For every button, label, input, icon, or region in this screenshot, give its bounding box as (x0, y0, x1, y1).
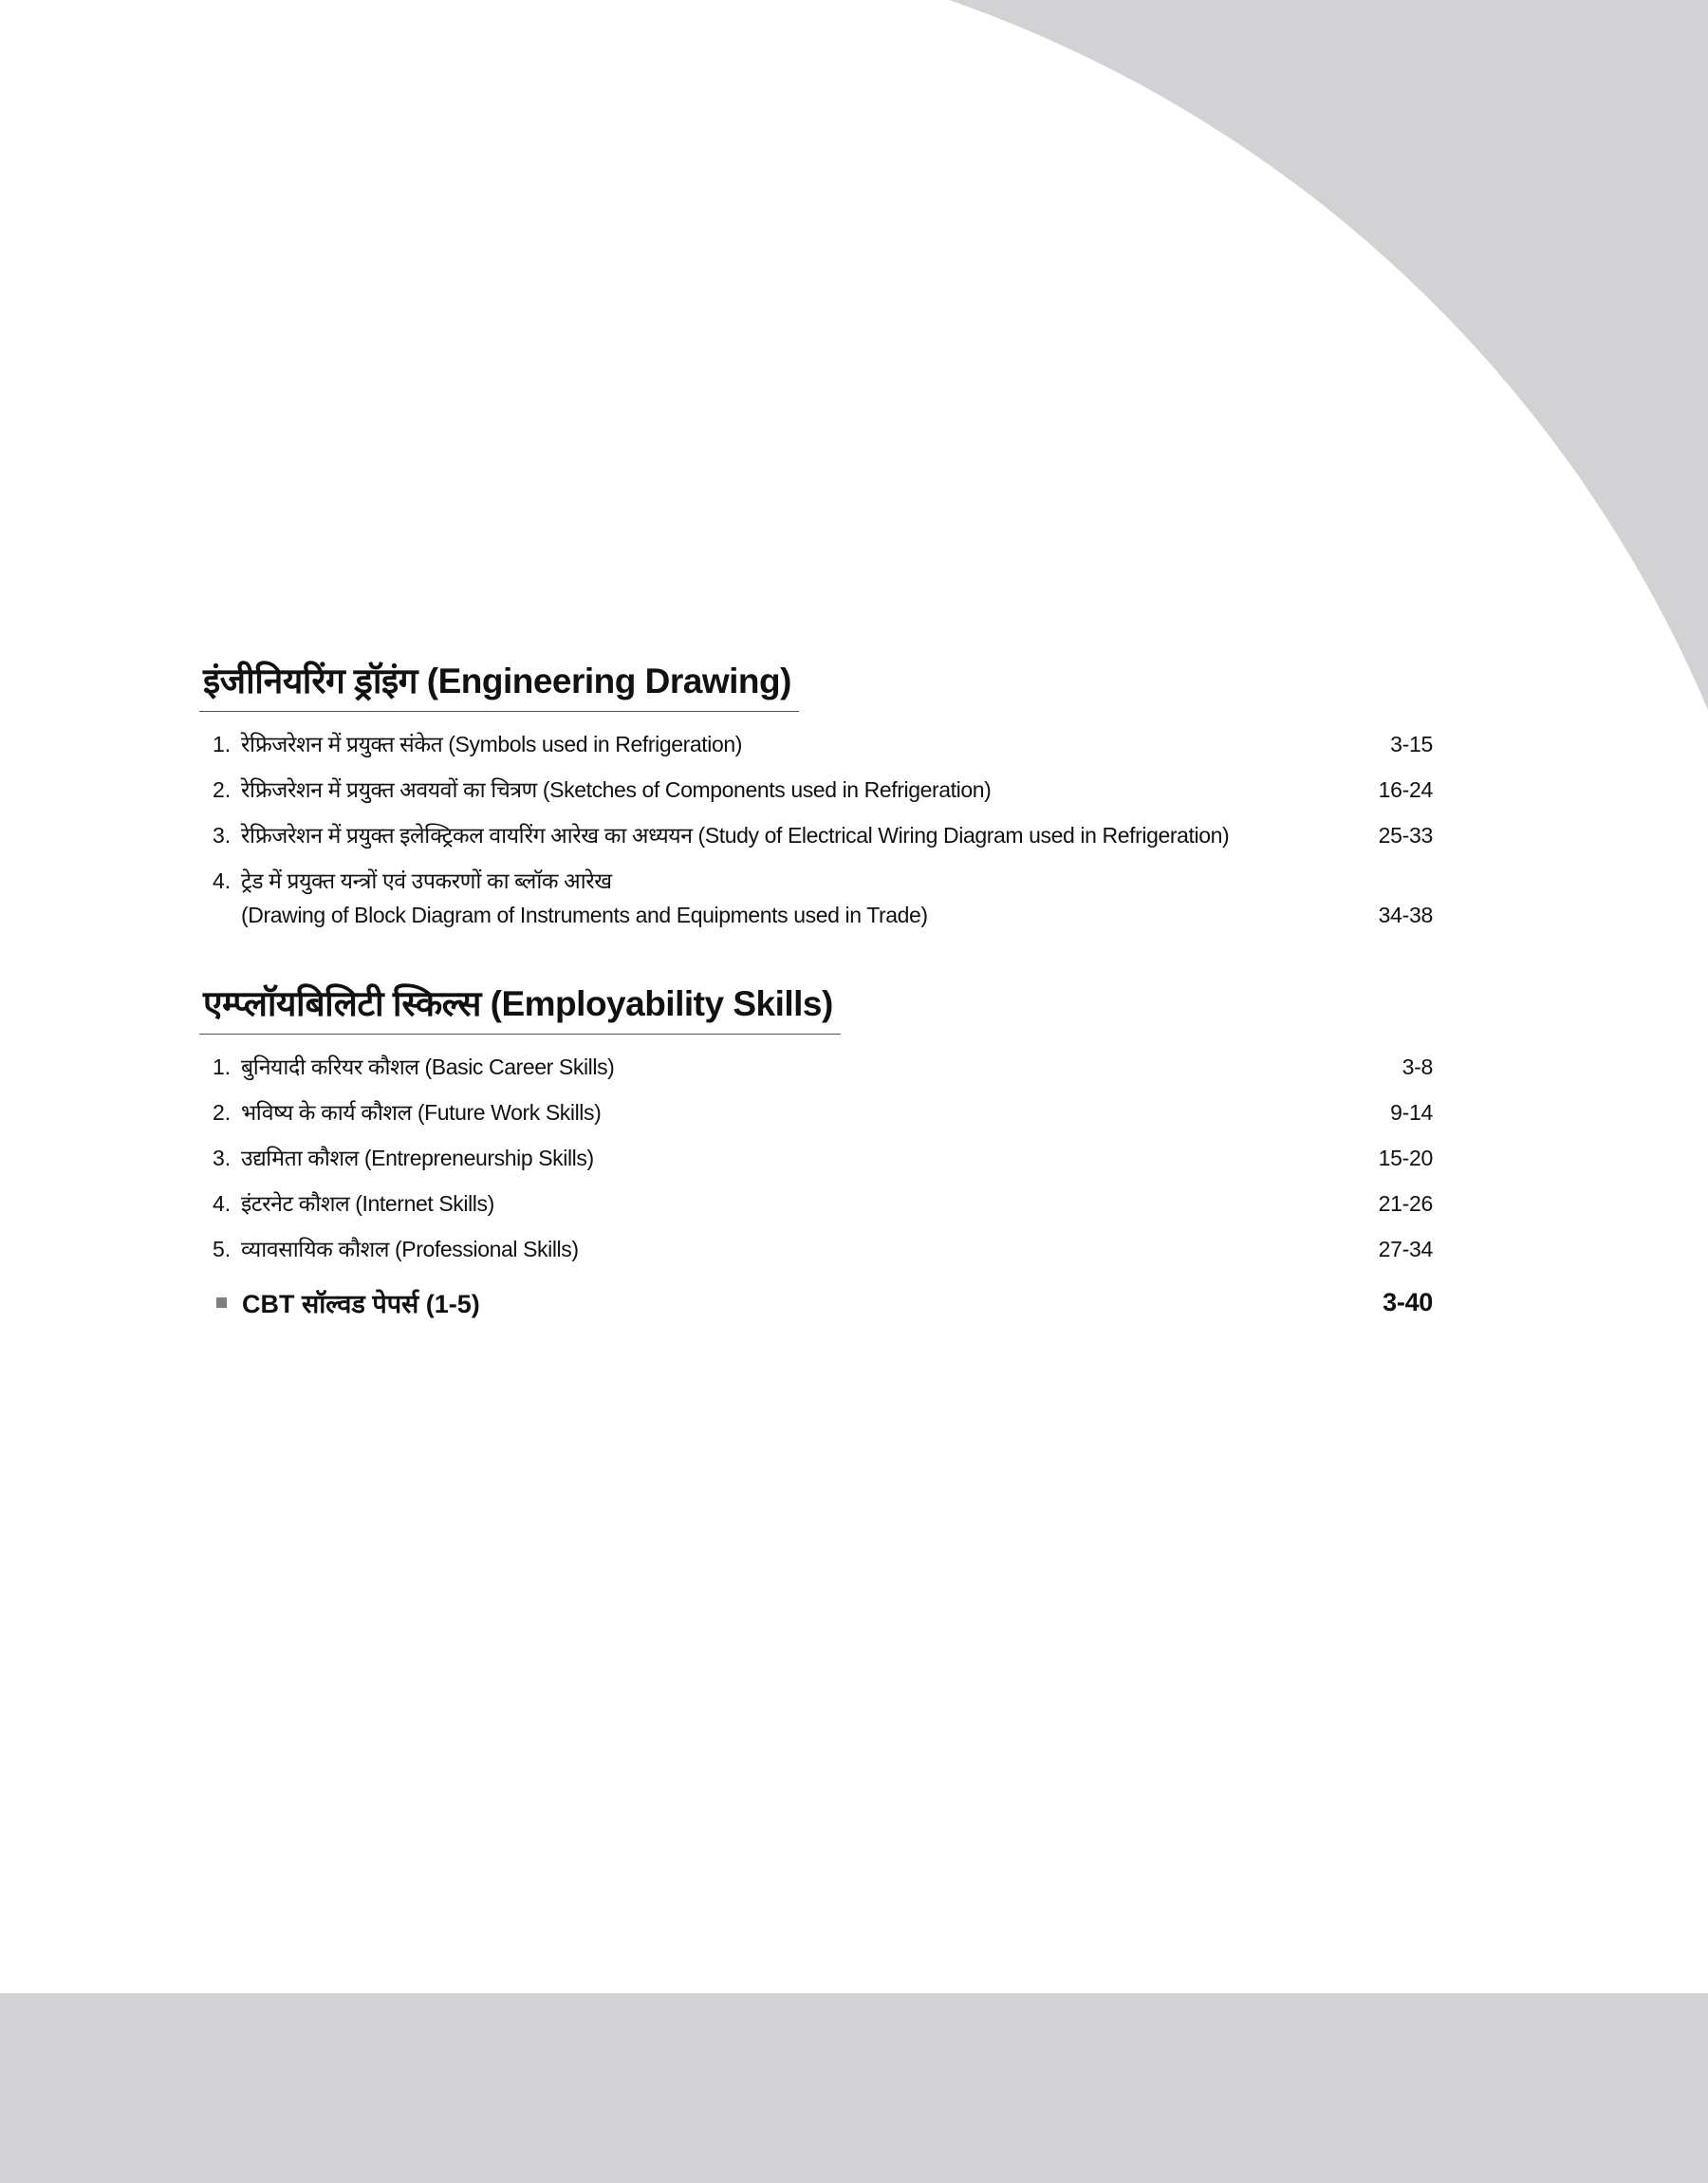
entry-number: 2. (213, 1100, 232, 1125)
chapter-list (199, 721, 1433, 938)
entry-pages: 3-15 (1390, 732, 1433, 756)
entry-pages: 9-14 (1390, 1100, 1433, 1125)
toc-entry[interactable] (199, 858, 1433, 938)
toc-entry[interactable] (199, 1044, 1433, 1090)
entry-number: 1. (213, 1054, 232, 1079)
entry-pages: 34-38 (1378, 903, 1433, 927)
square-bullet-icon (216, 1297, 227, 1308)
entry-title: रेफ्रिजरेशन में प्रयुक्त अवयवों का चित्रण (Sketches of Components used in Refrigeration) (241, 777, 992, 802)
section-title: इंजीनियरिंग ड्रॉइंग (Engineering Drawing) (199, 655, 799, 712)
toc-entry[interactable] (199, 1135, 1433, 1181)
entry-pages: 3-40 (1383, 1288, 1433, 1316)
entry-title-line-2: (Drawing of Block Diagram of Instruments and Equipments used in Trade) (241, 903, 928, 927)
footer-band (0, 1993, 1708, 2183)
entry-number: 5. (213, 1237, 232, 1261)
entry-pages: 16-24 (1378, 777, 1433, 802)
entry-title: व्यावसायिक कौशल (Professional Skills) (241, 1237, 579, 1261)
entry-pages: 15-20 (1378, 1146, 1433, 1170)
entry-title: रेफ्रिजरेशन में प्रयुक्त संकेत (Symbols used in Refrigeration) (241, 732, 743, 756)
section-engineering-drawing (199, 655, 1433, 938)
section-title: एम्प्लॉयबिलिटी स्किल्स (Employability Skills) (199, 978, 841, 1035)
entry-pages: 21-26 (1378, 1191, 1433, 1216)
toc-entry[interactable] (199, 812, 1433, 858)
toc-entry[interactable] (199, 1090, 1433, 1135)
entry-pages: 25-33 (1378, 823, 1433, 848)
entry-title: उद्यमिता कौशल (Entrepreneurship Skills) (241, 1146, 594, 1170)
entry-pages: 3-8 (1402, 1054, 1433, 1079)
entry-number: 1. (213, 732, 232, 756)
toc-entry[interactable] (199, 721, 1433, 767)
cbt-solved-papers-entry[interactable] (199, 1285, 1433, 1320)
toc-entry[interactable] (199, 1181, 1433, 1226)
entry-number: 4. (213, 868, 232, 893)
entry-pages: 27-34 (1378, 1237, 1433, 1261)
entry-title-line-1: ट्रेड में प्रयुक्त यन्त्रों एवं उपकरणों का ब्लॉक आरेख (241, 868, 612, 893)
table-of-contents (199, 655, 1433, 1320)
entry-title (241, 867, 1347, 929)
entry-number: 4. (213, 1191, 232, 1216)
toc-entry[interactable] (199, 767, 1433, 812)
entry-title: इंटरनेट कौशल (Internet Skills) (241, 1191, 494, 1216)
chapter-list (199, 1044, 1433, 1272)
entry-number: 3. (213, 823, 232, 848)
entry-title: रेफ्रिजरेशन में प्रयुक्त इलेक्ट्रिकल वायरिंग आरेख का अध्ययन (Study of Electrical Wiring Diagram used in Refrigeration) (241, 823, 1230, 848)
entry-title: भविष्य के कार्य कौशल (Future Work Skills) (241, 1100, 602, 1125)
section-employability-skills (199, 978, 1433, 1320)
toc-entry[interactable] (199, 1226, 1433, 1272)
entry-title: बुनियादी करियर कौशल (Basic Career Skills) (241, 1054, 615, 1079)
entry-number: 3. (213, 1146, 232, 1170)
entry-title: CBT सॉल्वड पेपर्स (1-5) (242, 1290, 480, 1318)
entry-number: 2. (213, 777, 232, 802)
